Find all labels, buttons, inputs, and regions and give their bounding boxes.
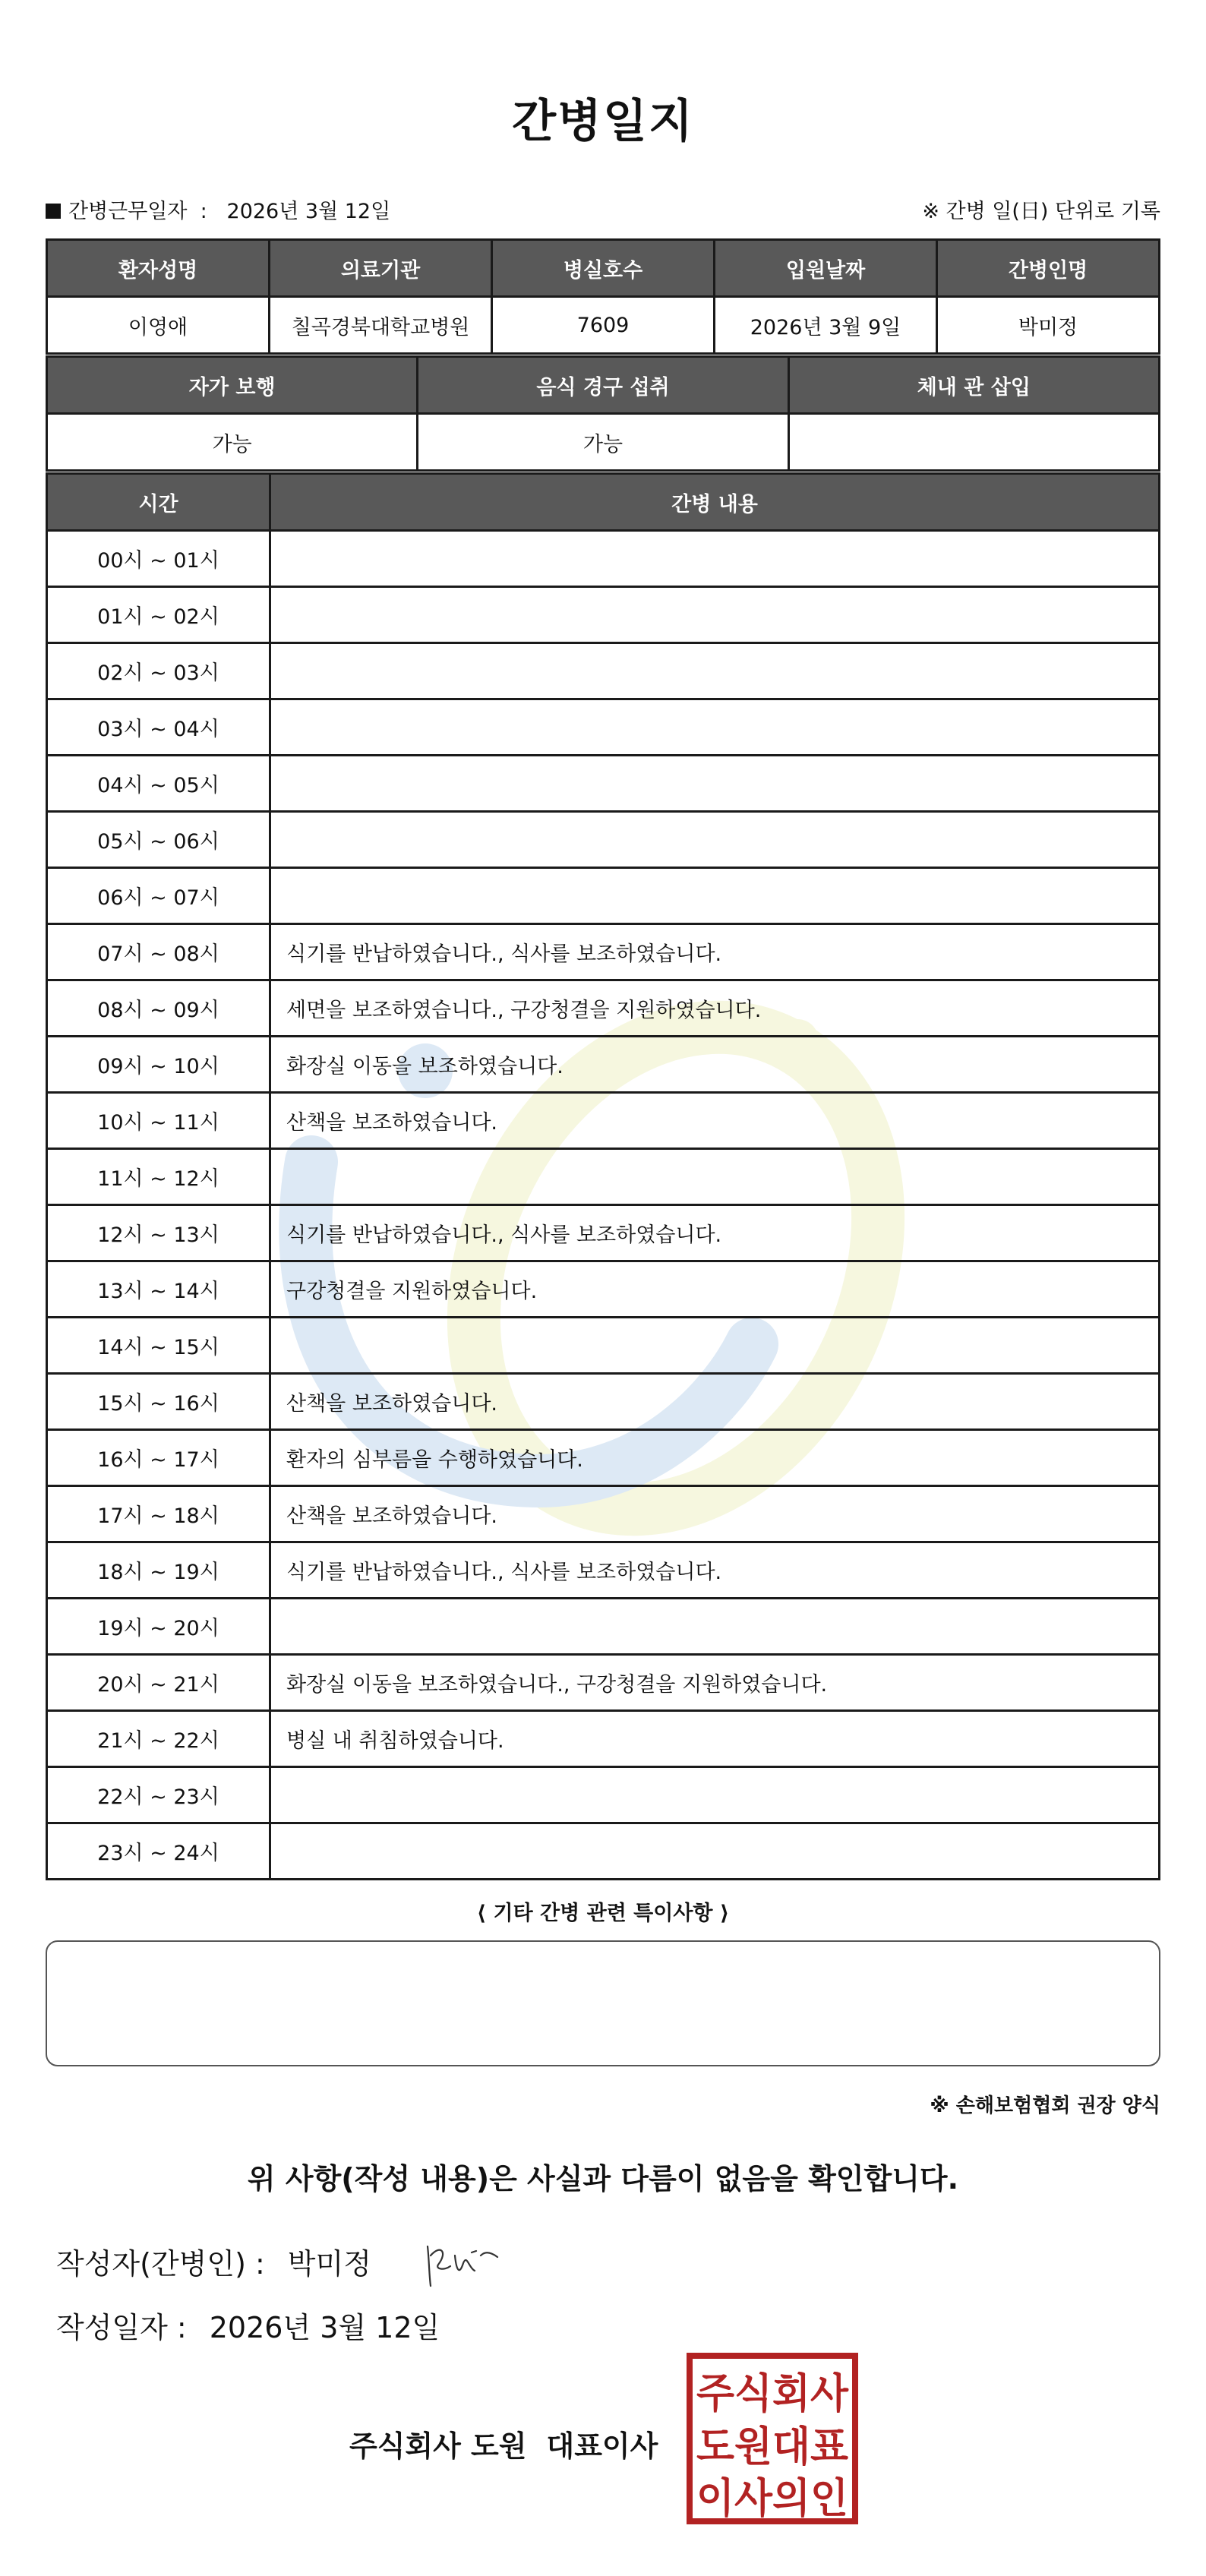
- time-slot: 15시 ~ 16시: [47, 1374, 270, 1430]
- table-row: [47, 587, 1160, 643]
- walking-value: 가능: [47, 414, 418, 471]
- time-slot: 16시 ~ 17시: [47, 1430, 270, 1486]
- remarks-title: ⟨ 기타 간병 관련 특이사항 ⟩: [476, 1902, 730, 1925]
- table-row: [47, 531, 1160, 587]
- time-slot: 10시 ~ 11시: [47, 1093, 270, 1149]
- care-content: 병실 내 취침하였습니다.: [270, 1711, 1160, 1767]
- svg-text:주식회사: 주식회사: [696, 2369, 849, 2417]
- patient-name: 이영애: [47, 297, 270, 354]
- time-slot: 03시 ~ 04시: [47, 699, 270, 756]
- time-slot: 08시 ~ 09시: [47, 980, 270, 1037]
- care-content: [270, 1318, 1160, 1374]
- care-log-table: [46, 472, 1160, 1880]
- header-time: 시간: [47, 474, 270, 531]
- table-row: [47, 1149, 1160, 1205]
- care-content: [270, 812, 1160, 868]
- record-note: ※ 간병 일(日) 단위로 기록: [922, 200, 1160, 223]
- care-content: [270, 699, 1160, 756]
- work-date-value: 2026년 3월 12일: [226, 200, 391, 223]
- tube-value: [788, 414, 1159, 471]
- writer-line: [56, 2240, 371, 2282]
- care-content: 화장실 이동을 보조하였습니다.: [270, 1037, 1160, 1093]
- room-number: 7609: [492, 297, 715, 354]
- care-content: [270, 868, 1160, 924]
- square-bullet-icon: [46, 204, 61, 219]
- care-content: [270, 531, 1160, 587]
- ability-table: [46, 355, 1160, 472]
- writer-name: 박미정: [287, 2247, 371, 2281]
- remarks-box: [46, 1940, 1160, 2066]
- time-slot: 17시 ~ 18시: [47, 1486, 270, 1542]
- patient-info-table: [46, 238, 1160, 355]
- company-representative: 대표이사: [546, 2429, 658, 2463]
- table-row: [47, 1261, 1160, 1318]
- writer-label: 작성자(간병인) :: [56, 2247, 265, 2281]
- time-slot: 11시 ~ 12시: [47, 1149, 270, 1205]
- table-row: [47, 868, 1160, 924]
- care-content: 환자의 심부름을 수행하였습니다.: [270, 1430, 1160, 1486]
- table-row: [47, 1037, 1160, 1093]
- header-admission-date: 입원날짜: [715, 240, 937, 297]
- write-date-line: [56, 2304, 440, 2346]
- company-seal-stamp: [685, 2351, 860, 2526]
- table-row: [47, 1486, 1160, 1542]
- care-content: 식기를 반납하였습니다., 식사를 보조하였습니다.: [270, 1542, 1160, 1599]
- table-row: [47, 1205, 1160, 1261]
- table-row: [47, 1823, 1160, 1880]
- care-content: [270, 1149, 1160, 1205]
- table-row: [47, 1430, 1160, 1486]
- table-row: [47, 643, 1160, 699]
- caregiver-name: 박미정: [937, 297, 1160, 354]
- svg-text:도원대표: 도원대표: [696, 2423, 848, 2470]
- table-row: [47, 1767, 1160, 1823]
- table-row: [47, 699, 1160, 756]
- time-slot: 02시 ~ 03시: [47, 643, 270, 699]
- time-slot: 01시 ~ 02시: [47, 587, 270, 643]
- header-patient-name: 환자성명: [47, 240, 270, 297]
- time-slot: 12시 ~ 13시: [47, 1205, 270, 1261]
- company-line: [349, 2423, 658, 2464]
- table-row: [47, 980, 1160, 1037]
- time-slot: 04시 ~ 05시: [47, 756, 270, 812]
- header-tube: 체내 관 삽입: [788, 357, 1159, 414]
- header-care-content: 간병 내용: [270, 474, 1160, 531]
- table-row: [47, 1542, 1160, 1599]
- handwritten-signature: [421, 2233, 505, 2293]
- time-slot: 23시 ~ 24시: [47, 1823, 270, 1880]
- table-row: [47, 1374, 1160, 1430]
- time-slot: 20시 ~ 21시: [47, 1655, 270, 1711]
- time-slot: 05시 ~ 06시: [47, 812, 270, 868]
- table-row: [47, 1711, 1160, 1767]
- table-row: [47, 812, 1160, 868]
- table-row: [47, 1599, 1160, 1655]
- table-row: [47, 1655, 1160, 1711]
- care-content: 구강청결을 지원하였습니다.: [270, 1261, 1160, 1318]
- time-slot: 14시 ~ 15시: [47, 1318, 270, 1374]
- oral-intake-value: 가능: [418, 414, 788, 471]
- care-content: 식기를 반납하였습니다., 식사를 보조하였습니다.: [270, 1205, 1160, 1261]
- write-date-value: 2026년 3월 12일: [209, 2311, 440, 2344]
- table-row: [47, 1318, 1160, 1374]
- care-content: [270, 756, 1160, 812]
- time-slot: 13시 ~ 14시: [47, 1261, 270, 1318]
- care-content: 세면을 보조하였습니다., 구강청결을 지원하였습니다.: [270, 980, 1160, 1037]
- confirmation-statement: 위 사항(작성 내용)은 사실과 다름이 없음을 확인합니다.: [247, 2162, 959, 2196]
- care-content: 산책을 보조하였습니다.: [270, 1093, 1160, 1149]
- care-content: [270, 1767, 1160, 1823]
- header-oral-intake: 음식 경구 섭취: [418, 357, 788, 414]
- care-content: 산책을 보조하였습니다.: [270, 1374, 1160, 1430]
- care-content: 산책을 보조하였습니다.: [270, 1486, 1160, 1542]
- care-content: [270, 643, 1160, 699]
- time-slot: 18시 ~ 19시: [47, 1542, 270, 1599]
- time-slot: 06시 ~ 07시: [47, 868, 270, 924]
- care-content: [270, 1823, 1160, 1880]
- time-slot: 22시 ~ 23시: [47, 1767, 270, 1823]
- table-row: [47, 924, 1160, 980]
- hospital: 칠곡경북대학교병원: [270, 297, 492, 354]
- care-content: [270, 1599, 1160, 1655]
- work-date-label: 간병근무일자: [68, 200, 188, 223]
- page-title: 간병일지: [512, 95, 694, 148]
- recommend-note: ※ 손해보험협회 권장 양식: [930, 2095, 1160, 2117]
- header-room: 병실호수: [492, 240, 715, 297]
- header-line: [46, 194, 1160, 225]
- company-name: 주식회사 도원: [349, 2429, 527, 2463]
- care-content: 식기를 반납하였습니다., 식사를 보조하였습니다.: [270, 924, 1160, 980]
- write-date-label: 작성일자 :: [56, 2311, 187, 2344]
- time-slot: 00시 ~ 01시: [47, 531, 270, 587]
- care-content: 화장실 이동을 보조하였습니다., 구강청결을 지원하였습니다.: [270, 1655, 1160, 1711]
- time-slot: 21시 ~ 22시: [47, 1711, 270, 1767]
- header-hospital: 의료기관: [270, 240, 492, 297]
- time-slot: 19시 ~ 20시: [47, 1599, 270, 1655]
- table-row: [47, 1093, 1160, 1149]
- time-slot: 07시 ~ 08시: [47, 924, 270, 980]
- time-slot: 09시 ~ 10시: [47, 1037, 270, 1093]
- care-content: [270, 587, 1160, 643]
- work-date: 간병근무일자 : 2026년 3월 12일: [46, 194, 390, 224]
- svg-text:이사의인: 이사의인: [696, 2474, 848, 2522]
- admission-date: 2026년 3월 9일: [715, 297, 937, 354]
- header-caregiver: 간병인명: [937, 240, 1160, 297]
- table-row: [47, 756, 1160, 812]
- header-walking: 자가 보행: [47, 357, 418, 414]
